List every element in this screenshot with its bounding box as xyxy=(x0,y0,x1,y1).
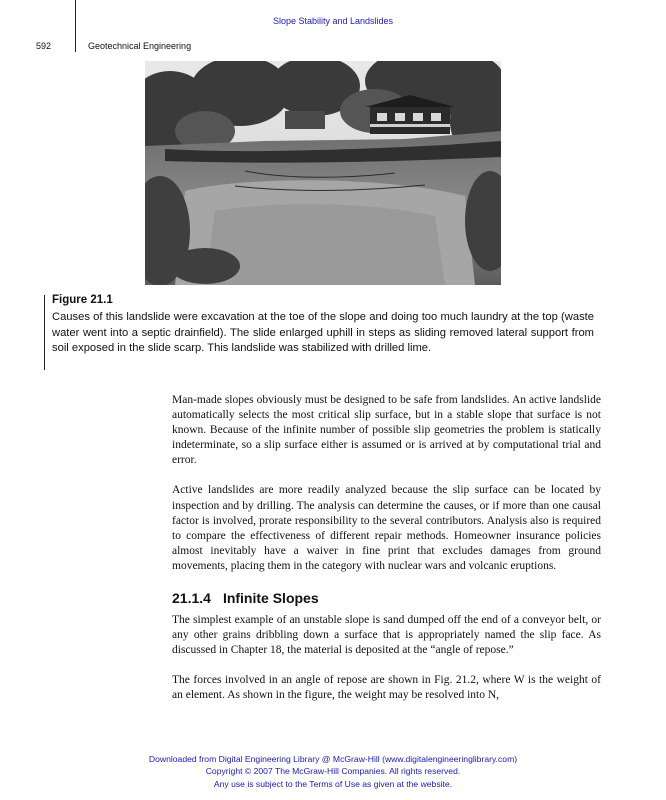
footer-line-1[interactable]: Downloaded from Digital Engineering Library @ McGraw-Hill (www.digitalengineeringlibrary.com) xyxy=(148,754,518,764)
paragraph-2: Active landslides are more readily analyzed because the slip surface can be located by inspection and by drilling. The analysis can determine the causes, or if more than one causal factor is involved, prorate responsibility to the several contributors. Analysis also is required to compare the effectiveness of different repair methods. Homeowner insurance policies almost inevitably have a waiver in fine print that excludes damages from ground movements, placing them in the category with nuclear wars and volcanic eruptions. xyxy=(172,484,601,572)
header-divider xyxy=(75,0,76,52)
book-title: Geotechnical Engineering xyxy=(88,41,192,51)
section-heading xyxy=(172,589,601,607)
footer-line-3[interactable]: Any use is subject to the Terms of Use as given at the website. xyxy=(213,778,453,789)
page-number: 592 xyxy=(36,41,52,51)
running-head: Slope Stability and Landslides xyxy=(272,16,394,26)
figure-caption xyxy=(52,293,594,357)
figure-caption-text: Causes of this landslide were excavation at the toe of the slope and doing too much laundry at the top (waste water went into a septic drainfield). The slide enlarged uphill in steps as sliding removed lateral support from soil exposed in the slide scarp. This landslide was stabilized with drilled lime. xyxy=(52,310,594,355)
paragraph-3: The simplest example of an unstable slope is sand dumped off the end of a conveyor belt, or any other grains dribbling down a surface that is appropriately named the slip face. As discussed in Chapter 18, the material is deposited at the “angle of repose.” xyxy=(172,614,601,657)
figure-label: Figure 21.1 xyxy=(52,294,113,306)
footer-line-2: Copyright © 2007 The McGraw-Hill Companies. All rights reserved. xyxy=(205,766,461,777)
landslide-photo xyxy=(145,61,501,285)
section-title: Infinite Slopes xyxy=(222,590,319,607)
caption-bar xyxy=(44,295,45,370)
body-text xyxy=(172,393,601,719)
paragraph-1: Man-made slopes obviously must be designed to be safe from landslides. An active landslide automatically selects the most critical slip surface, but in a stable slope that surface is not known. Because of the infinite number of possible slip geometries the problem is statically indeterminate, so a slip surface either is assumed or is arrived at by computational trial and error. xyxy=(172,394,601,467)
footer xyxy=(0,753,666,790)
section-number: 21.1.4 xyxy=(172,590,211,607)
paragraph-4: The forces involved in an angle of repose are shown in Fig. 21.2, where W is the weight of an element. As shown in the figure, the weight may be resolved into N, xyxy=(172,674,601,702)
